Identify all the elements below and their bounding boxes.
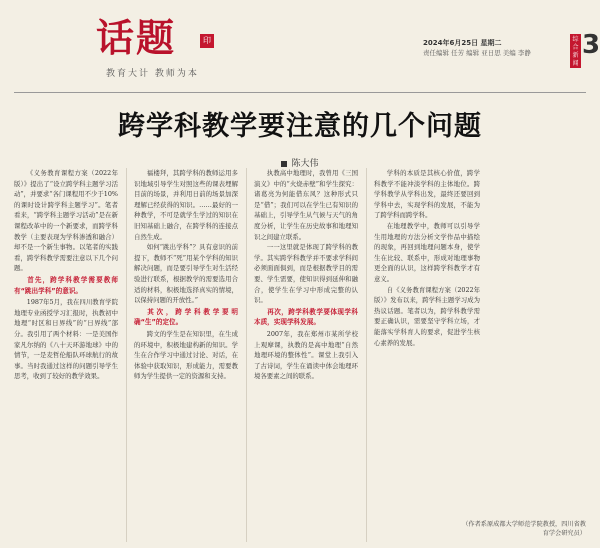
column-motto: 教育大计 教师为本 — [106, 69, 199, 79]
body-paragraph: 一一这里就是体现了跨学科的教学。其实跨学科教学并不要求学科间必须面面俱到，而是根据教学目的需要、学生需要，使知识得到延伸和融合，使学生在学习中形成完整的认识。 — [254, 243, 358, 305]
body-paragraph: 自《义务教育课程方案（2022年版）》发布以来，跨学科主题学习成为热议话题。笔者以为，跨学科教学需要正确认识，需要坚守学科立场，才能落实学科育人的要求，促进学生核心素养的发展。 — [374, 285, 480, 347]
masthead-divider — [14, 92, 586, 93]
article-headline: 跨学科教学要注意的几个问题 — [118, 111, 482, 142]
column-title: 话题 — [96, 16, 177, 60]
body-paragraph: 如何“跳出学科”？具有意识的前提下，教师不“死”用某个学科的知识解决问题，而是要引导学生对生活经验进行联系，根据教学的需要选用合适的材料，积极地选择真实的情境，以保持问题的开放性。” — [134, 243, 238, 305]
body-paragraph: 跨文的学生是在知识里，在生成的环境中，积极地建构新的知识。学生在合作学习中通过讨论、对话，在体验中获取知识，形成能力，需要教师为学生提供一定的资源和支持。 — [134, 329, 238, 381]
page-number: 3 — [582, 30, 600, 60]
column-divider — [366, 168, 367, 542]
body-paragraph: 福楼拜，其跨学科的教师运用多识地域引导学生对照这些的课表埋解目前的场景，并利用日前的场景加深理解已经获得的知识。……最好的一种教学，不可是就学生学过的知识在旧知基础上融合，在跨学科的连接点自然生成。 — [134, 169, 238, 241]
article-column-2 — [134, 168, 238, 542]
issue-info — [423, 38, 563, 58]
section-subhead: 其次，跨学科教学要明确“生”的定位。 — [134, 307, 238, 327]
article-body — [14, 168, 590, 542]
section-subhead: 再次，跨学科教学要体现学科本质，实现学科发展。 — [254, 307, 358, 327]
body-paragraph: 学科的本质是其核心价值，跨学科教学不能冲淡学科的主体地位。跨学科教学从学科出发，最终还要回到学科中去，实现学科的发展，不能为了跨学科而跨学科。 — [374, 169, 480, 220]
editors-line: 责任编辑 任芳 编辑 亚日思 美编 李静 — [423, 49, 531, 57]
masthead — [0, 0, 600, 80]
body-paragraph: 在地理教学中，教师可以引导学生用地理的方法分析文学作品中描绘的现象，再回到地理问题本身，使学生在比较、联系中，形成对地理事物更全面的认识，这样跨学科教学才有意义。 — [374, 221, 480, 283]
article-column-1 — [14, 168, 118, 542]
issue-date: 2024年6月25日 星期二 — [423, 39, 502, 47]
body-paragraph: 《义务教育课程方案（2022年版）》提出了“设立跨学科主题学习活动”，并要求“各门课程用不少于10%的课时设计跨学科主题学习”。笔者看来，“跨学科主题学习活动”是在新课程改革中的一个新要求，而跨学科教学（主要表现为学科渗透和融合）却不是一个新生事物。以笔者的实践看，跨学科教学需要注意以下几个问题。 — [14, 169, 118, 273]
section-subhead: 首先，跨学科教学需要教师有“跳出学科”的意识。 — [14, 275, 118, 295]
square-bullet-icon — [281, 161, 287, 167]
body-paragraph: 执教高中地理时，我曾用《三国演义》中的“火烧赤壁”和学生探究：诸葛亮为何能借东风？这种形式只是“借”；我们可以在学生已有知识的基础上，引导学生从气候与天气的角度分析，让学生在历史故事和地理知识之间建立联系。 — [254, 169, 358, 241]
column-divider — [246, 168, 247, 542]
seal-icon: 印 — [200, 34, 214, 48]
column-divider — [126, 168, 127, 542]
body-paragraph: 2007年，我在郑州市某所学校上观摩课，执教的是高中地理“自然地理环境的整体性”。课堂上我引入了古诗词，学生在诵读中体会地理环境各要素之间的联系。 — [254, 329, 358, 381]
author-name: 陈大伟 — [291, 159, 319, 169]
article-column-4 — [374, 168, 480, 542]
author-note: （作者系原成都大学师范学院教授，四川省教育学会研究员） — [462, 521, 586, 537]
body-paragraph: 1987年5月，我在四川教育学院地理专业函授学习汇报时，执教初中地理“时区和日界线”的“日界线”部分。我引用了两个材料：一是美国作家凡尔纳的《八十天环游地球》中的情节，一是麦哲伦船队环球航行的故事。当时我通过这样的问题引导学生思考，收到了较好的教学效果。 — [14, 298, 118, 381]
article-column-3 — [254, 168, 358, 542]
page-section-tab: 综合新闻 — [570, 34, 581, 68]
